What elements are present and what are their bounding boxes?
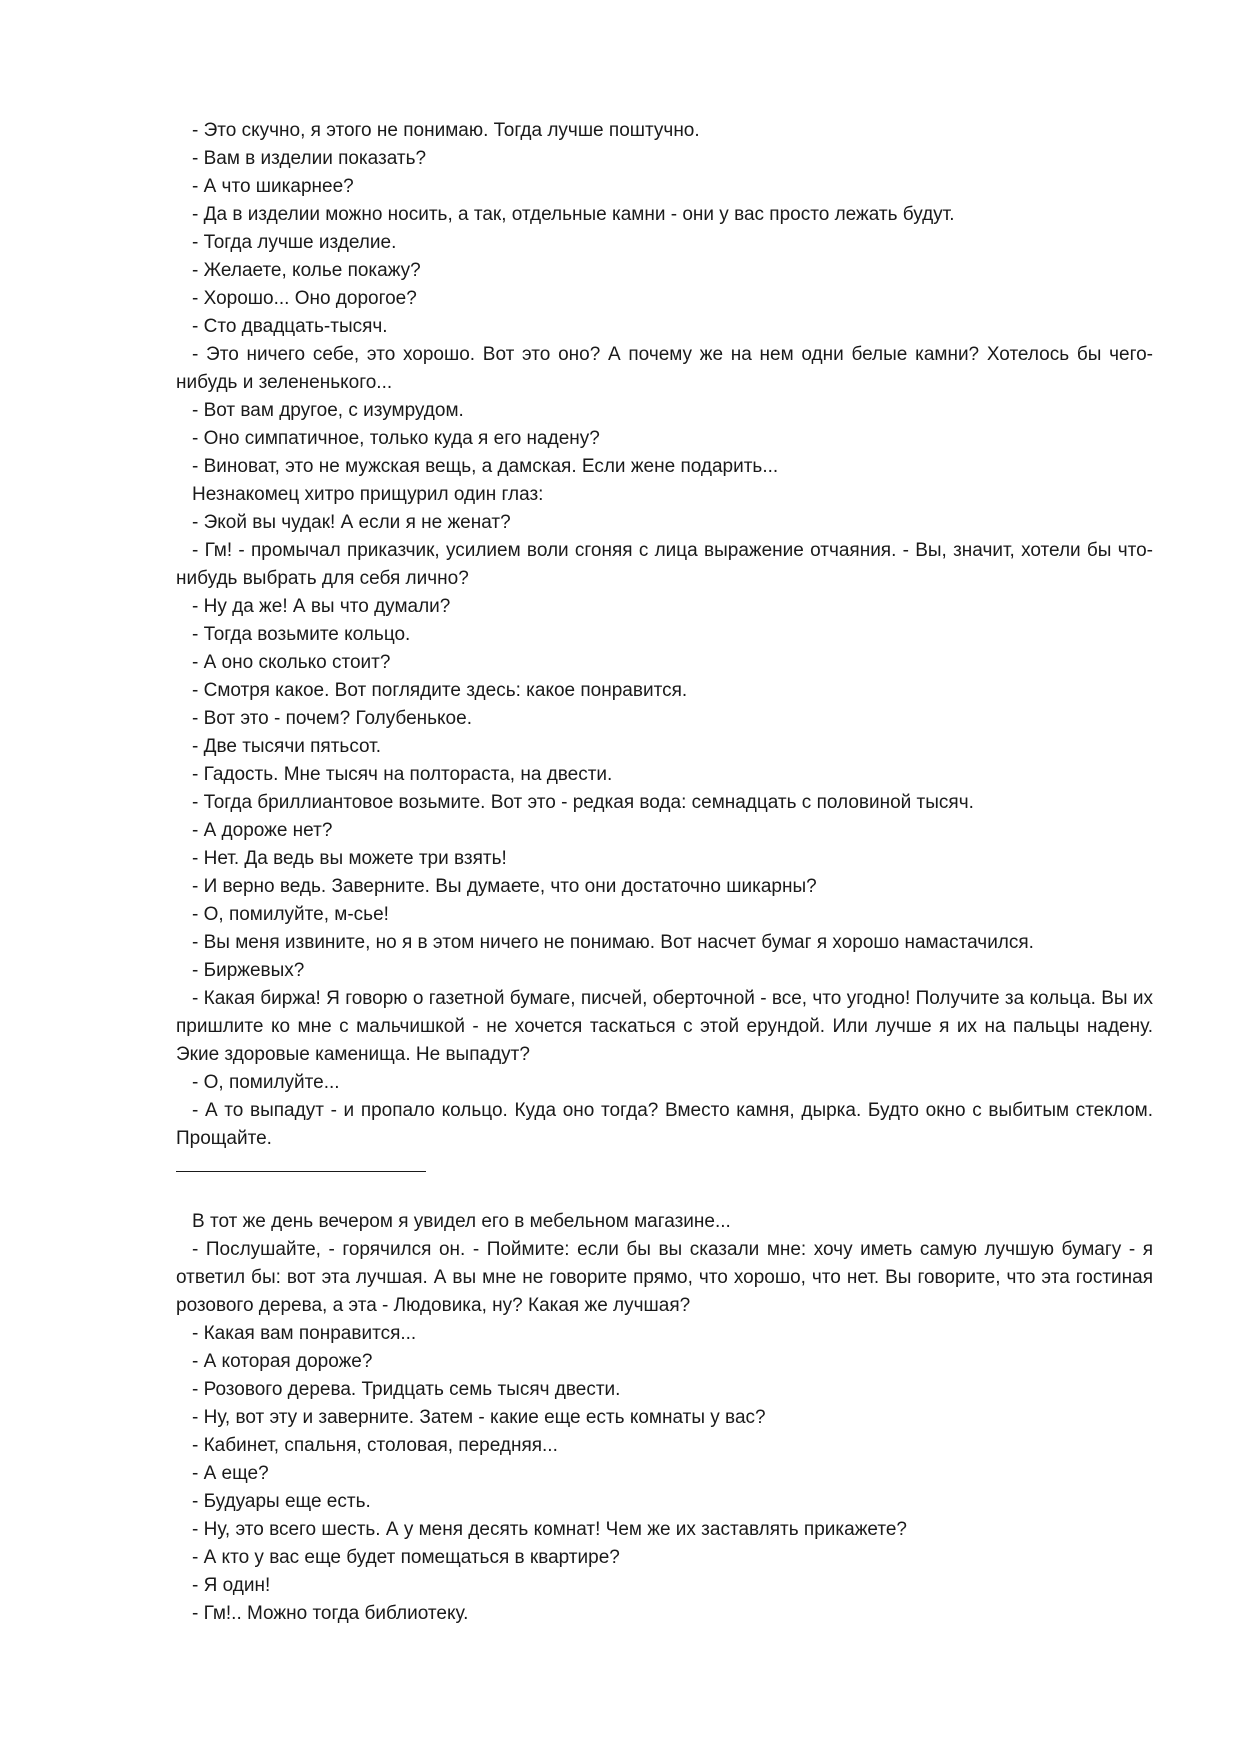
paragraph: - А дороже нет? (192, 820, 333, 841)
paragraph: - Послушайте, - горячился он. - Поймите: если бы вы сказали мне: хочу иметь самую лучшую бумагу - я ответил бы: вот эта лучшая. А вы мне не говорите прямо, что хорошо, что нет. Вы говорите, что эта гостиная розового дерева, а эта - Людовика, ну? Какая же лучшая? (176, 1239, 1153, 1316)
paragraph: - Ну да же! А вы что думали? (192, 596, 451, 617)
paragraph: - Это ничего себе, это хорошо. Вот это оно? А почему же на нем одни белые камни? Хотелось бы чего-нибудь и зелененького... (176, 344, 1153, 393)
paragraph: - Биржевых? (192, 960, 305, 981)
dialogue-section-2 (176, 1208, 1153, 1628)
paragraph: - Вам в изделии показать? (192, 148, 427, 169)
paragraph: - Желаете, колье покажу? (192, 260, 421, 281)
paragraph: Незнакомец хитро прищурил один глаз: (192, 484, 544, 505)
paragraph: - Две тысячи пятьсот. (192, 736, 382, 757)
paragraph: - А что шикарнее? (192, 176, 354, 197)
paragraph: - Экой вы чудак! А если я не женат? (192, 512, 511, 533)
paragraph: - Тогда лучше изделие. (192, 232, 397, 253)
paragraph: - Гадость. Мне тысяч на полтораста, на двести. (192, 764, 613, 785)
paragraph: - Вот вам другое, с изумрудом. (192, 400, 464, 421)
dialogue-section-1 (176, 117, 1153, 1153)
paragraph: В тот же день вечером я увидел его в мебельном магазине... (192, 1211, 731, 1232)
paragraph: - Нет. Да ведь вы можете три взять! (192, 848, 507, 869)
paragraph: - Оно симпатичное, только куда я его надену? (192, 428, 600, 449)
paragraph: - Гм!.. Можно тогда библиотеку. (192, 1603, 469, 1624)
paragraph: - Какая вам понравится... (192, 1323, 417, 1344)
paragraph: - Я один! (192, 1575, 271, 1596)
paragraph: - Ну, это всего шесть. А у меня десять комнат! Чем же их заставлять прикажете? (192, 1519, 907, 1540)
paragraph: - О, помилуйте, м-сье! (192, 904, 389, 925)
paragraph: - Тогда бриллиантовое возьмите. Вот это - редкая вода: семнадцать с половиной тысяч. (192, 792, 974, 813)
section-separator (176, 1171, 426, 1172)
paragraph: - Ну, вот эту и заверните. Затем - какие еще есть комнаты у вас? (192, 1407, 766, 1428)
paragraph: - Тогда возьмите кольцо. (192, 624, 411, 645)
paragraph: - Вот это - почем? Голубенькое. (192, 708, 472, 729)
paragraph: - Розового дерева. Тридцать семь тысяч двести. (192, 1379, 621, 1400)
paragraph: - Да в изделии можно носить, а так, отдельные камни - они у вас просто лежать будут. (192, 204, 955, 225)
paragraph: - Гм! - промычал приказчик, усилием воли сгоняя с лица выражение отчаяния. - Вы, значит, хотели бы что-нибудь выбрать для себя лично? (176, 540, 1153, 589)
paragraph: - А то выпадут - и пропало кольцо. Куда оно тогда? Вместо камня, дырка. Будто окно с выбитым стеклом. Прощайте. (176, 1100, 1153, 1149)
paragraph: - Вы меня извините, но я в этом ничего не понимаю. Вот насчет бумаг я хорошо намастачился. (192, 932, 1034, 953)
paragraph: - Виноват, это не мужская вещь, а дамская. Если жене подарить... (192, 456, 779, 477)
paragraph: - И верно ведь. Заверните. Вы думаете, что они достаточно шикарны? (192, 876, 817, 897)
paragraph: - Сто двадцать-тысяч. (192, 316, 388, 337)
paragraph: - Смотря какое. Вот поглядите здесь: какое понравится. (192, 680, 688, 701)
paragraph: - А кто у вас еще будет помещаться в квартире? (192, 1547, 620, 1568)
paragraph: - Кабинет, спальня, столовая, передняя... (192, 1435, 558, 1456)
paragraph: - Это скучно, я этого не понимаю. Тогда лучше поштучно. (192, 120, 700, 141)
paragraph: - Хорошо... Оно дорогое? (192, 288, 417, 309)
paragraph: - А которая дороже? (192, 1351, 373, 1372)
paragraph: - Будуары еще есть. (192, 1491, 371, 1512)
document-page (176, 117, 1153, 1628)
paragraph: - А оно сколько стоит? (192, 652, 391, 673)
paragraph: - О, помилуйте... (192, 1072, 340, 1093)
paragraph: - Какая биржа! Я говорю о газетной бумаге, писчей, оберточной - все, что угодно! Получите за кольца. Вы их пришлите ко мне с мальчишкой - не хочется таскаться с этой ерундой. Или лучше я их на пальцы надену. Экие здоровые каменища. Не выпадут? (176, 988, 1153, 1065)
paragraph: - А еще? (192, 1463, 269, 1484)
